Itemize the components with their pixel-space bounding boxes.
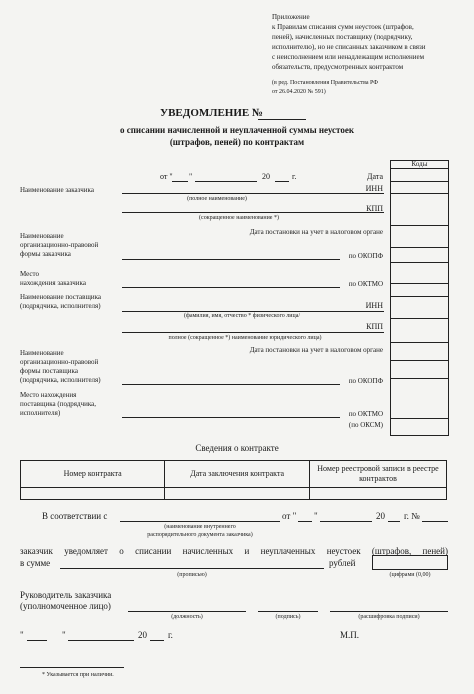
accordance-number-line[interactable] xyxy=(422,521,448,522)
org-form-label-3: формы заказчика xyxy=(20,250,71,258)
notice-number-line[interactable] xyxy=(258,119,306,120)
okopf-label: по ОКОПФ xyxy=(348,252,383,260)
sign-date-quote-close: " xyxy=(62,630,66,640)
year-line[interactable] xyxy=(275,181,289,182)
supplier-org-form-label-4: (подрядчика, исполнителя) xyxy=(20,376,101,384)
head-label-1: Руководитель заказчика xyxy=(20,590,112,600)
appendix-line-1: Приложение xyxy=(272,13,310,21)
supplier-org-form-label-2: организационно-правовой xyxy=(20,358,99,366)
appendix-line-2: к Правилам списания сумм неустоек (штрафов, xyxy=(272,23,414,31)
accordance-year: 20 xyxy=(376,511,385,521)
accordance-year-line[interactable] xyxy=(388,521,400,522)
position-line[interactable] xyxy=(128,611,246,612)
customer-short-name-line[interactable] xyxy=(122,212,384,213)
head-label-2: (уполномоченное лицо) xyxy=(20,601,111,611)
kpp2-label: КПП xyxy=(366,322,383,331)
short-name-hint: (сокращенное наименование *) xyxy=(199,215,279,221)
supplier-org-form-label-3: формы поставщика xyxy=(20,367,78,375)
notify-text: заказчик уведомляет о списании начисленных и неуплаченных неустоек (штрафов, пеней) xyxy=(20,546,448,556)
date-quote: " xyxy=(189,172,193,181)
legal-short-hint: полное (сокращенное *) наименование юридического лица) xyxy=(168,335,322,341)
cell-contract-number[interactable] xyxy=(21,488,165,500)
supplier-location-label-2: поставщика (подрядчика, xyxy=(20,400,97,408)
codes-header: Коды xyxy=(411,160,428,168)
footnote-rule xyxy=(20,667,124,668)
supplier-location-label-3: исполнителя) xyxy=(20,409,61,417)
supplier-org-form-line[interactable] xyxy=(122,384,340,385)
date-year: 20 xyxy=(262,172,270,181)
location-line[interactable] xyxy=(122,287,340,288)
contract-table xyxy=(20,460,447,500)
col-contract-date: Дата заключения контракта xyxy=(165,461,310,488)
accordance-quote: " xyxy=(314,511,318,521)
revision-line-2: от 26.04.2020 № 591) xyxy=(272,89,326,95)
accordance-prefix: В соответствии с xyxy=(42,511,108,521)
oktmo2-label: по ОКТМО xyxy=(348,410,383,418)
org-form-label-1: Наименование xyxy=(20,232,64,240)
supplier-name-label-1: Наименование поставщика xyxy=(20,293,101,301)
document-hint-1: (наименование внутреннего xyxy=(164,524,236,530)
accordance-month-line[interactable] xyxy=(320,521,372,522)
footnote: * Указывается при наличии. xyxy=(42,672,114,678)
sign-line[interactable] xyxy=(258,611,318,612)
oksm-label: (по ОКСМ) xyxy=(348,421,383,429)
notify-sum-label: в сумме xyxy=(20,558,51,568)
date-g: г. xyxy=(292,172,297,181)
sum-digits-box[interactable] xyxy=(372,555,448,570)
words-hint: (прописью) xyxy=(177,572,207,578)
customer-name-label: Наименование заказчика xyxy=(20,186,94,194)
tax-reg-date-label: Дата постановки на учет в налоговом органе xyxy=(249,228,383,236)
accordance-ot: от " xyxy=(282,511,297,521)
supplier-location-line[interactable] xyxy=(122,417,340,418)
revision-line-1: (в ред. Постановления Правительства РФ xyxy=(272,80,379,86)
org-form-line[interactable] xyxy=(122,259,340,260)
decode-line[interactable] xyxy=(330,611,448,612)
cell-registry-number[interactable] xyxy=(310,488,447,500)
cell-contract-date[interactable] xyxy=(165,488,310,500)
supplier-name-label-2: (подрядчика, исполнителя) xyxy=(20,302,101,310)
digits-hint: (цифрами (0,00) xyxy=(389,572,431,578)
day-line[interactable] xyxy=(172,181,188,182)
contract-heading: Сведения о контракте xyxy=(195,443,279,453)
sum-words-line[interactable] xyxy=(60,568,324,569)
inn-label: ИНН xyxy=(365,184,383,193)
date-label: Дата xyxy=(367,172,383,181)
full-name-hint: (полное наименование) xyxy=(187,196,247,202)
sign-month-line[interactable] xyxy=(68,640,134,641)
position-hint: (должность) xyxy=(171,614,203,620)
supplier-short-name-line[interactable] xyxy=(122,332,384,333)
location-label-1: Место xyxy=(20,270,39,278)
org-form-label-2: организационно-правовой xyxy=(20,241,99,249)
notify-rub: рублей xyxy=(329,558,356,568)
document-name-line[interactable] xyxy=(120,521,280,522)
appendix-line-6: обязательств, предусмотренных контрактом xyxy=(272,63,404,71)
sign-g: г. xyxy=(168,630,173,640)
accordance-gno: г. № xyxy=(404,511,420,521)
notice-title: УВЕДОМЛЕНИЕ № xyxy=(160,107,264,119)
col-registry-number: Номер реестровой записи в реестре контрактов xyxy=(310,461,447,488)
kpp-label: КПП xyxy=(366,204,383,213)
date-ot: от " xyxy=(160,172,173,181)
sign-year-line[interactable] xyxy=(150,640,164,641)
month-line[interactable] xyxy=(195,181,257,182)
document-hint-2: распорядительного документа заказчика) xyxy=(147,532,253,538)
okopf2-label: по ОКОПФ xyxy=(348,377,383,385)
sign-day-line[interactable] xyxy=(27,640,47,641)
title-line-2: о списании начисленной и неуплаченной суммы неустоек xyxy=(119,125,355,135)
title-line-3: (штрафов, пеней) по контрактам xyxy=(169,137,305,147)
sign-year: 20 xyxy=(138,630,147,640)
stamp-label: М.П. xyxy=(340,630,360,640)
inn2-label: ИНН xyxy=(365,301,383,310)
appendix-line-4: исполнителю), но не списанных заказчиком в связи xyxy=(272,43,426,51)
oktmo-label: по ОКТМО xyxy=(348,280,383,288)
location-label-2: нахождения заказчика xyxy=(20,279,86,287)
supplier-location-label-1: Место нахождения xyxy=(20,391,77,399)
supplier-org-form-label-1: Наименование xyxy=(20,349,64,357)
accordance-day-line[interactable] xyxy=(298,521,312,522)
supplier-name-line[interactable] xyxy=(122,311,384,312)
tax-reg-date2-label: Дата постановки на учет в налоговом органе xyxy=(249,346,383,354)
sign-date-quote-open: " xyxy=(20,630,24,640)
appendix-line-5: с неисполнением или ненадлежащим исполнением xyxy=(272,53,425,61)
col-contract-number: Номер контракта xyxy=(21,461,165,488)
sign-hint: (подпись) xyxy=(275,614,301,620)
codes-column xyxy=(390,169,449,436)
decode-hint: (расшифровка подписи) xyxy=(358,614,420,620)
appendix-line-3: пеней), начисленных поставщику (подрядчику, xyxy=(272,33,413,41)
fio-hint: (фамилия, имя, отчество * физического лица/ xyxy=(183,313,301,319)
